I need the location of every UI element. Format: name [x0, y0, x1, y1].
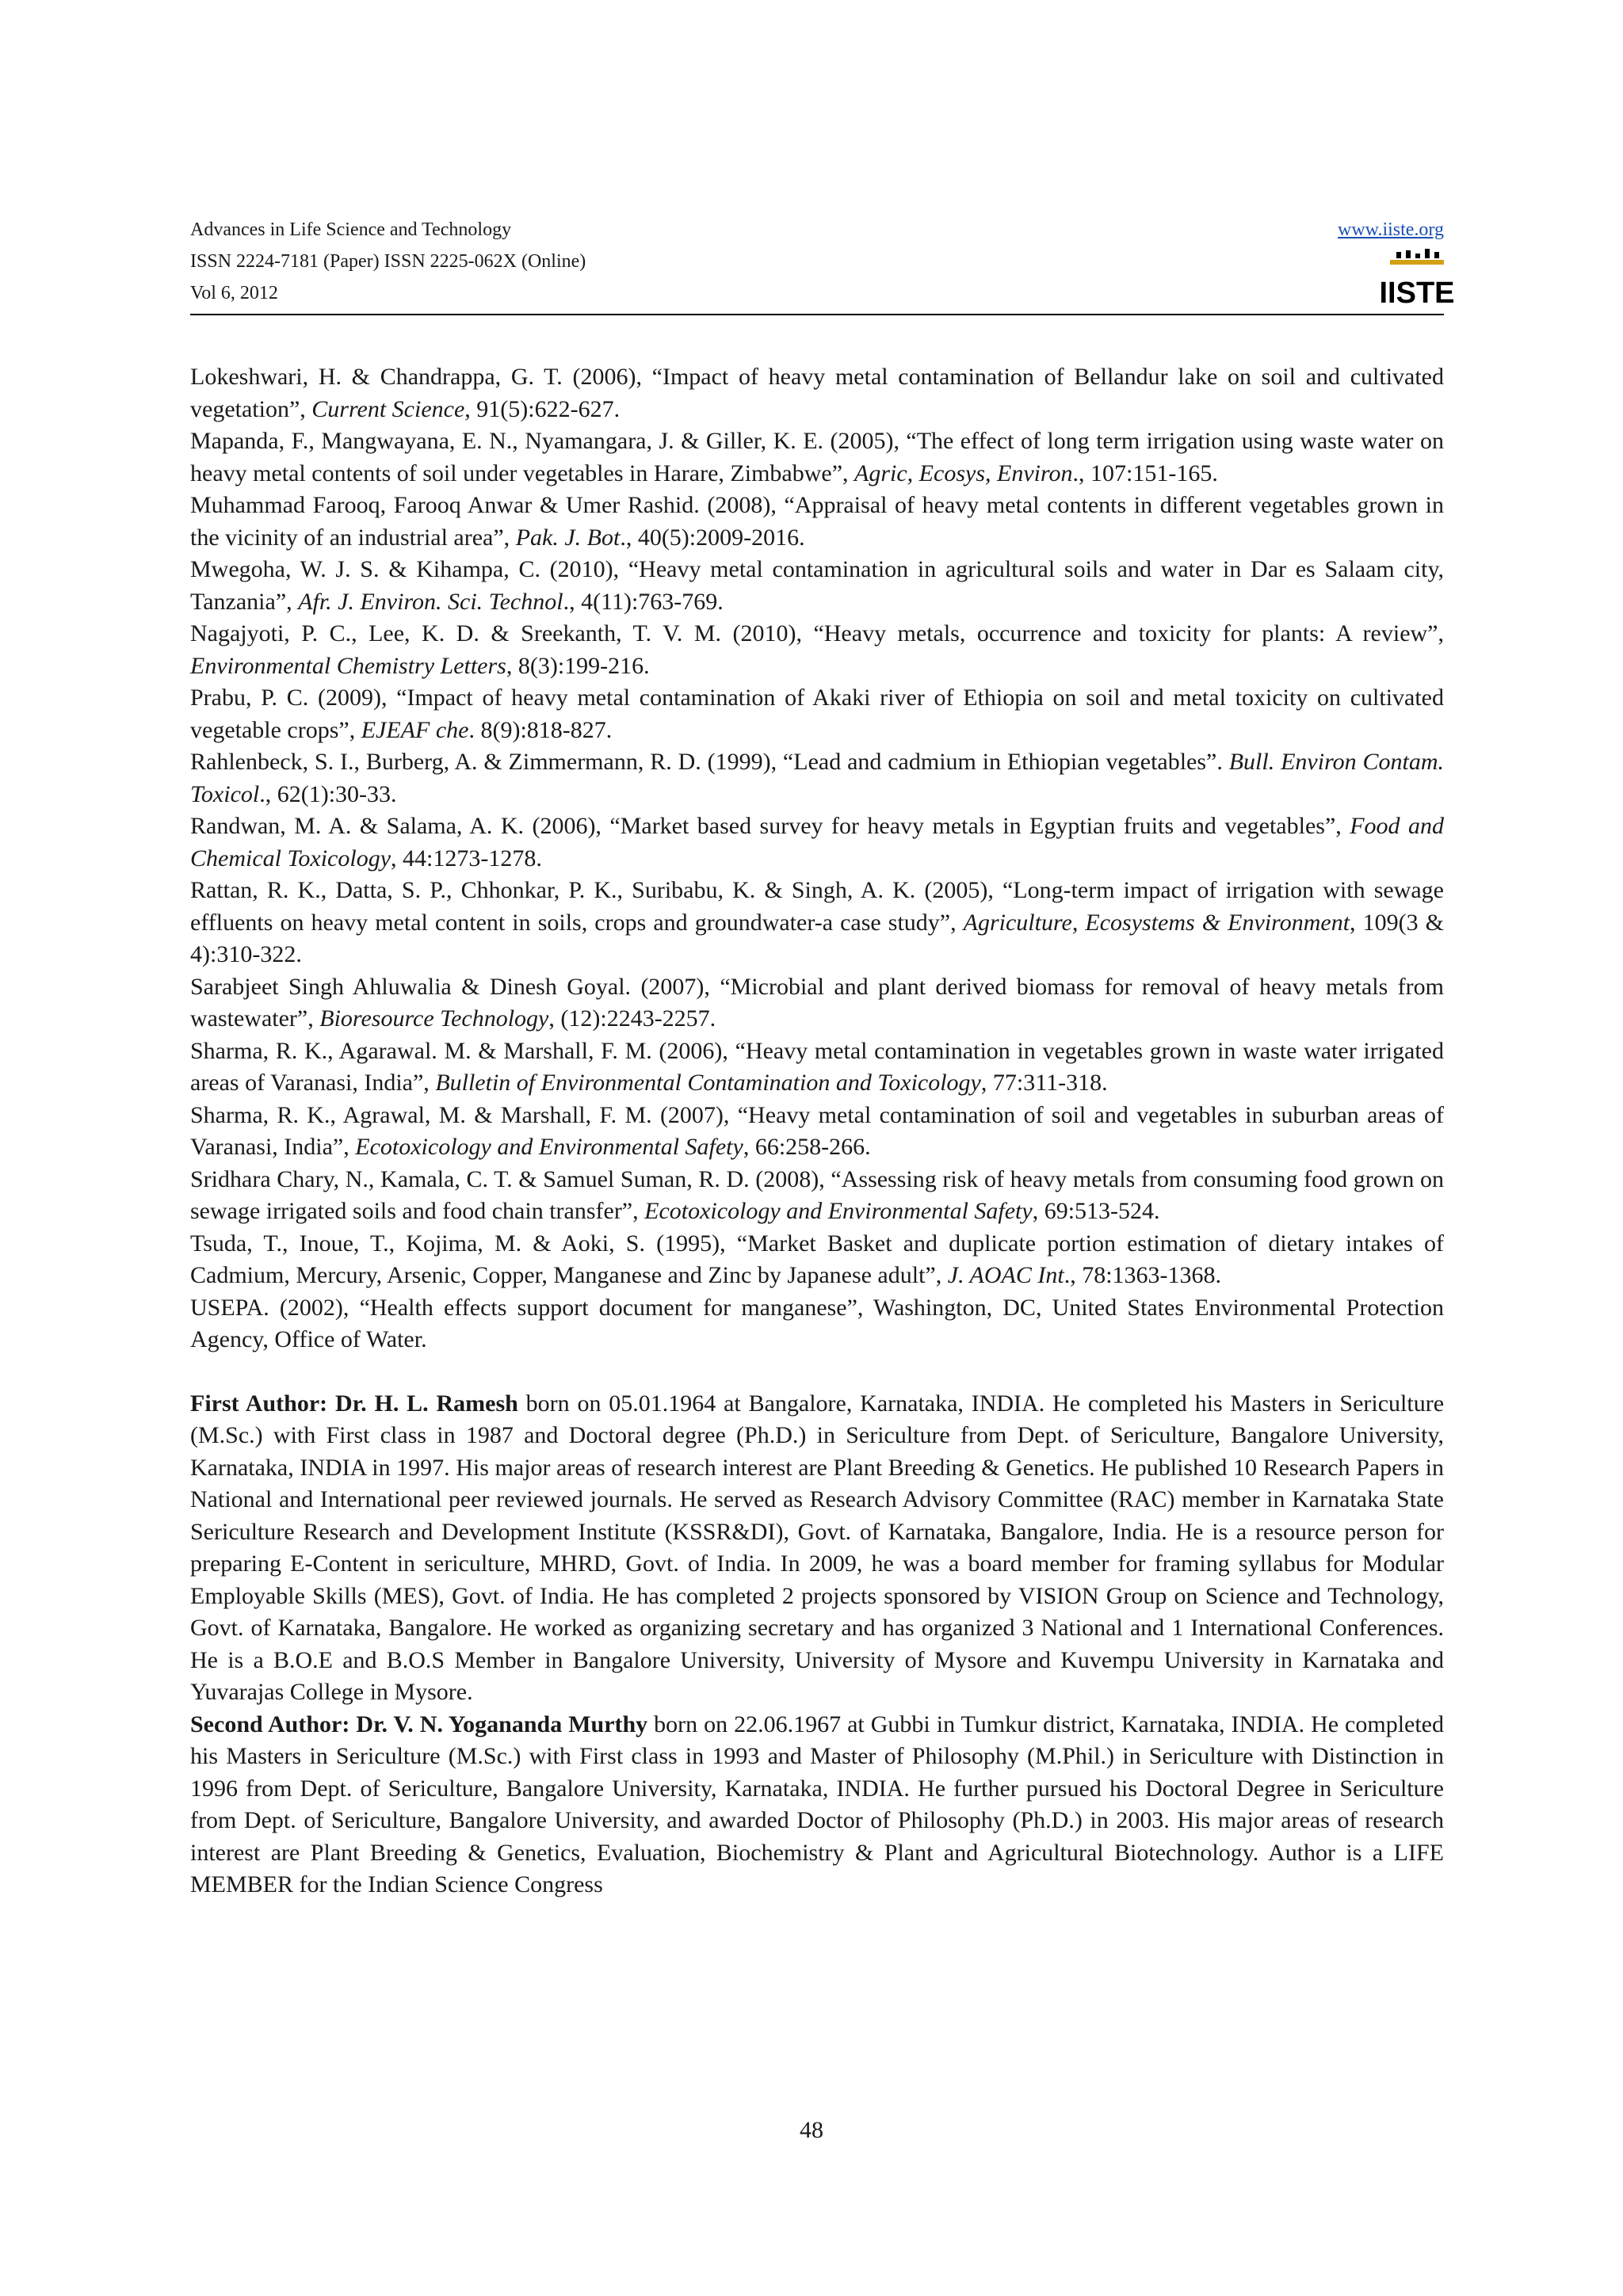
logo-text: IISTE — [1379, 277, 1455, 310]
reference-text: Sharma, R. K., Agrawal, M. & Marshall, F. M. (2007), “Heavy metal contamination of soil and vegetables in suburban areas of Varanasi, India”, — [190, 1101, 1444, 1160]
reference-source: Agriculture, Ecosystems & Environment — [963, 909, 1350, 936]
reference-source: Bioresource Technology — [319, 1005, 549, 1032]
page-content — [190, 361, 1444, 1901]
page-number: 48 — [800, 2117, 823, 2143]
author-bio — [190, 1388, 1444, 1709]
reference-text: Mapanda, F., Mangwayana, E. N., Nyamangara, J. & Giller, K. E. (2005), “The effect of long term irrigation using waste water on heavy metal contents of soil under vegetables in Harare, Zimbabwe”, — [190, 428, 1444, 486]
author-label: First Author: Dr. H. L. Ramesh — [190, 1390, 518, 1417]
reference-text: Sarabjeet Singh Ahluwalia & Dinesh Goyal. (2007), “Microbial and plant derived biomass for removal of heavy metals from wastewater”, — [190, 973, 1444, 1032]
reference-citation: ., 62(1):30-33. — [259, 780, 397, 807]
reference-source: Environmental Chemistry Letters — [190, 652, 506, 679]
reference-text: Sharma, R. K., Agarawal. M. & Marshall, F. M. (2006), “Heavy metal contamination in vegetables grown in waste water irrigated areas of Varanasi, India”, — [190, 1037, 1444, 1096]
reference-source: Agric, Ecosys, Environ — [854, 460, 1073, 486]
reference-text: Sridhara Chary, N., Kamala, C. T. & Samuel Suman, R. D. (2008), “Assessing risk of heavy metals from consuming food grown on sewage irrigated soils and food chain transfer”, — [190, 1165, 1444, 1224]
reference-text: Rattan, R. K., Datta, S. P., Chhonkar, P. K., Suribabu, K. & Singh, A. K. (2005), “Long-term impact of irrigation with sewage effluents on heavy metal content in soils, crops and groundwater-a case study”, — [190, 877, 1444, 936]
journal-info — [190, 214, 586, 309]
author-biographies — [190, 1388, 1444, 1901]
author-bio — [190, 1709, 1444, 1901]
page-header — [190, 214, 1455, 315]
reference-item — [190, 361, 1444, 425]
journal-volume: Vol 6, 2012 — [190, 283, 278, 303]
reference-source: Pak. J. Bot — [515, 524, 621, 551]
reference-source: Food and Chemical Toxicology — [190, 813, 1444, 871]
reference-item — [190, 1100, 1444, 1164]
journal-title: Advances in Life Science and Technology — [190, 219, 512, 240]
reference-item — [190, 1035, 1444, 1100]
reference-source: Bull. Environ Contam. Toxicol — [190, 749, 1444, 807]
reference-citation: ., 78:1363-1368. — [1064, 1262, 1222, 1288]
reference-citation: . 8(9):818-827. — [468, 716, 613, 743]
reference-source: Ecotoxicology and Environmental Safety — [644, 1198, 1033, 1224]
reference-citation: , 69:513-524. — [1032, 1198, 1160, 1224]
reference-source: Current Science — [311, 395, 465, 422]
reference-text: Randwan, M. A. & Salama, A. K. (2006), “Market based survey for heavy metals in Egyptian fruits and vegetables”, — [190, 813, 1350, 839]
reference-citation: , 109(3 & 4):310-322. — [190, 909, 1444, 967]
reference-item — [190, 1164, 1444, 1228]
reference-item — [190, 1228, 1444, 1292]
reference-item — [190, 1292, 1444, 1356]
reference-text: Prabu, P. C. (2009), “Impact of heavy metal contamination of Akaki river of Ethiopia on soil and metal toxicity on cultivated vegetable crops”, — [190, 685, 1444, 743]
reference-citation: , 66:258-266. — [743, 1134, 871, 1160]
reference-item — [190, 618, 1444, 682]
reference-item — [190, 875, 1444, 971]
reference-list — [190, 361, 1444, 1356]
reference-source: Ecotoxicology and Environmental Safety — [355, 1134, 743, 1160]
reference-citation: , 44:1273-1278. — [391, 845, 542, 871]
reference-citation: , (12):2243-2257. — [548, 1005, 716, 1032]
reference-item — [190, 810, 1444, 875]
reference-item — [190, 971, 1444, 1035]
reference-citation: ., 107:151-165. — [1072, 460, 1218, 486]
reference-text: USEPA. (2002), “Health effects support document for manganese”, Washington, DC, United States Environmental Protection Agency, Office of Water. — [190, 1294, 1444, 1352]
reference-item — [190, 746, 1444, 810]
reference-citation: ., 40(5):2009-2016. — [620, 524, 805, 551]
journal-issn: ISSN 2224-7181 (Paper) ISSN 2225-062X (Online) — [190, 251, 586, 272]
reference-item — [190, 682, 1444, 746]
reference-text: Mwegoha, W. J. S. & Kihampa, C. (2010), “Heavy metal contamination in agricultural soils and water in Dar es Salaam city, Tanzania”, — [190, 556, 1444, 615]
reference-item — [190, 490, 1444, 554]
reference-text: Muhammad Farooq, Farooq Anwar & Umer Rashid. (2008), “Appraisal of heavy metal contents in different vegetables grown in the vicinity of an industrial area”, — [190, 492, 1444, 551]
reference-text: Nagajyoti, P. C., Lee, K. D. & Sreekanth, T. V. M. (2010), “Heavy metals, occurrence and toxicity for plants: A review”, — [190, 620, 1444, 646]
author-label: Second Author: Dr. V. N. Yogananda Murthy — [190, 1711, 648, 1737]
reference-citation: ., 4(11):763-769. — [563, 588, 724, 615]
iiste-logo — [1379, 249, 1455, 310]
reference-text: Tsuda, T., Inoue, T., Kojima, M. & Aoki, S. (1995), “Market Basket and duplicate portion estimation of dietary intakes of Cadmium, Mercury, Arsenic, Copper, Manganese and Zinc by Japanese adult”, — [190, 1230, 1444, 1288]
reference-source: J. AOAC Int — [947, 1262, 1064, 1288]
website-link[interactable]: www.iiste.org — [1338, 219, 1444, 240]
reference-citation: , 8(3):199-216. — [506, 652, 650, 679]
author-bio-text: born on 22.06.1967 at Gubbi in Tumkur district, Karnataka, INDIA. He completed his Masters in Sericulture (M.Sc.) with First class in 1993 and Master of Philosophy (M.Phil.) in Sericulture with Distinction in 1996 from Dept. of Sericulture, Bangalore University, Karnataka, INDIA. He further pursued his Doctoral Degree in Sericulture from Dept. of Sericulture, Bangalore University, and awarded Doctor of Philosophy (Ph.D.) in 2003. His major areas of research interest are Plant Breeding & Genetics, Evaluation, Biochemistry & Plant and Agricultural Biotechnology. Author is a LIFE MEMBER for the Indian Science Congress — [190, 1711, 1444, 1897]
author-bio-text: born on 05.01.1964 at Bangalore, Karnataka, INDIA. He completed his Masters in Sericulture (M.Sc.) with First class in 1987 and Doctoral degree (Ph.D.) in Sericulture from Dept. of Sericulture, Bangalore University, Karnataka, INDIA in 1997. His major areas of research interest are Plant Breeding & Genetics. He published 10 Research Papers in National and International peer reviewed journals. He served as Research Advisory Committee (RAC) member in Karnataka State Sericulture Research and Development Institute (KSSR&DI), Govt. of Karnataka, Bangalore, India. He is a resource person for preparing E-Content in sericulture, MHRD, Govt. of India. In 2009, he was a board member for framing syllabus for Modular Employable Skills (MES), Govt. of India. He has completed 2 projects sponsored by VISION Group on Science and Technology, Govt. of Karnataka, Bangalore. He worked as organizing secretary and has organized 3 National and 1 International Conferences. He is a B.O.E and B.O.S Member in Bangalore University, University of Mysore and Kuvempu University in Karnataka and Yuvarajas College in Mysore. — [190, 1390, 1445, 1705]
reference-citation: , 77:311-318. — [980, 1070, 1108, 1096]
reference-text: Lokeshwari, H. & Chandrappa, G. T. (2006), “Impact of heavy metal contamination of Bellandur lake on soil and cultivated vegetation”, — [190, 364, 1444, 422]
reference-item — [190, 425, 1444, 490]
reference-source: EJEAF che — [361, 716, 469, 743]
reference-item — [190, 554, 1444, 618]
reference-text: Rahlenbeck, S. I., Burberg, A. & Zimmermann, R. D. (1999), “Lead and cadmium in Ethiopian vegetables”. — [190, 749, 1229, 775]
reference-citation: , 91(5):622-627. — [464, 395, 621, 422]
reference-source: Bulletin of Environmental Contamination and Toxicology — [435, 1070, 981, 1096]
reference-source: Afr. J. Environ. Sci. Technol — [298, 588, 563, 615]
